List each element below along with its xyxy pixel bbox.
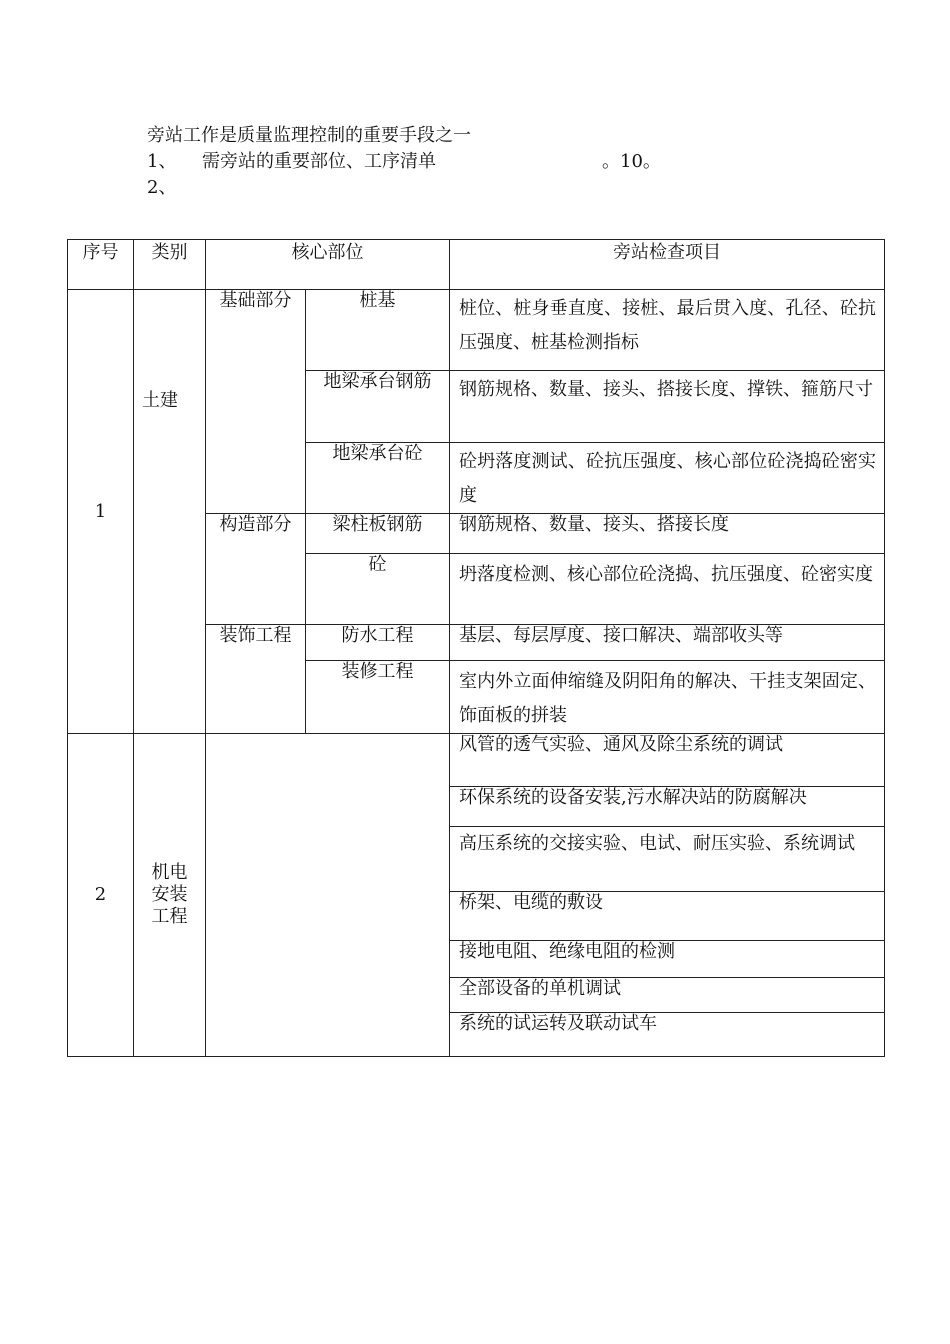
list-title: 需旁站的重要部位、工序清单 [202,151,436,172]
header-core-part: 核心部位 [206,240,450,290]
subcategory-foundation: 基础部分 [206,290,306,514]
items-cell: 坍落度检测、核心部位砼浇捣、抗压强度、砼密实度 [450,554,885,625]
table-row [68,734,885,787]
subcategory-decoration: 装饰工程 [206,625,306,734]
header-seq: 序号 [68,240,134,290]
items-cell: 全部设备的单机调试 [450,978,885,1013]
part-cell: 地梁承台砼 [306,443,450,514]
intro-line-3 [147,176,176,200]
items-cell: 风管的透气实验、通风及除尘系统的调试 [450,734,885,787]
items-cell: 桩位、桩身垂直度、接桩、最后贯入度、孔径、砼抗压强度、桩基检测指标 [450,290,885,371]
subcategory-structure: 构造部分 [206,514,306,625]
seq-cell-2: 2 [68,734,134,1057]
header-category: 类别 [134,240,206,290]
part-cell: 砼 [306,554,450,625]
items-cell: 钢筋规格、数量、接头、搭接长度 [450,514,885,554]
items-cell: 室内外立面伸缩缝及阴阳角的解决、干挂支架固定、饰面板的拼装 [450,661,885,734]
items-cell: 系统的试运转及联动试车 [450,1013,885,1057]
items-cell: 基层、每层厚度、接口解决、端部收头等 [450,625,885,661]
table-header-row [68,240,885,290]
part-cell: 装修工程 [306,661,450,734]
list-number: 1、 [147,151,177,172]
intro-line-2 [147,150,661,174]
items-cell: 钢筋规格、数量、接头、搭接长度、撑铁、箍筋尺寸 [450,371,885,443]
part-cell: 地梁承台钢筋 [306,371,450,443]
items-cell: 高压系统的交接实验、电试、耐压实验、系统调试 [450,827,885,892]
part-cell: 桩基 [306,290,450,371]
category-cell-mep: 机电安装工程 [134,734,206,1057]
part-cell: 梁柱板钢筋 [306,514,450,554]
items-cell: 接地电阻、绝缘电阻的检测 [450,941,885,978]
header-inspection-items: 旁站检查项目 [450,240,885,290]
category-label: 土建 [142,390,178,411]
core-part-empty [206,734,450,1057]
inspection-table [67,239,885,1057]
seq-cell-1: 1 [68,290,134,734]
table-row [68,290,885,371]
list-tail: 。10。 [602,151,661,172]
intro-statement: 旁站工作是质量监理控制的重要手段之一 [147,125,471,146]
items-cell: 桥架、电缆的敷设 [450,892,885,941]
items-cell: 砼坍落度测试、砼抗压强度、核心部位砼浇捣砼密实度 [450,443,885,514]
part-cell: 防水工程 [306,625,450,661]
intro-line-1 [147,124,471,148]
category-cell-civil [134,290,206,734]
list-number: 2、 [147,177,177,198]
items-cell: 环保系统的设备安装,污水解决站的防腐解决 [450,787,885,827]
